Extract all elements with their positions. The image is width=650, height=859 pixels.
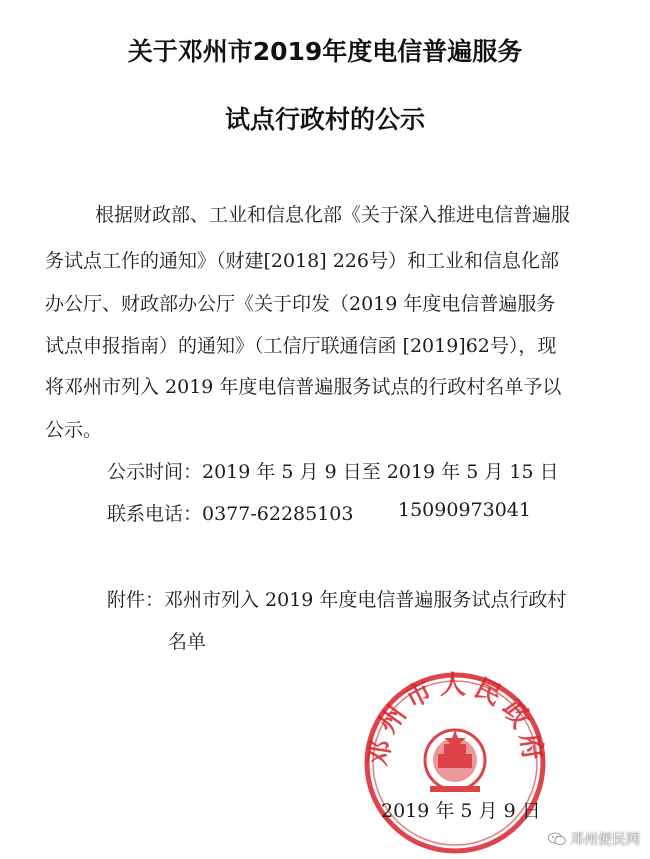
document-title-line-1: 关于邓州市2019年度电信普遍服务 <box>127 37 523 66</box>
official-seal <box>360 668 550 858</box>
document-title-line-2: 试点行政村的公示 <box>224 105 425 134</box>
attachment-line-1: 附件：邓州市列入 2019 年度电信普遍服务试点行政村 <box>107 589 567 611</box>
contact-phone: 联系电话：0377-62285103 <box>107 503 354 525</box>
body-line-2: 务试点工作的通知》（财建[2018] 226号）和工业和信息化部 <box>45 250 559 272</box>
contact-mobile: 15090973041 <box>398 499 531 521</box>
svg-text:邓州市人民政府: 邓州市人民政府 <box>363 670 549 769</box>
watermark <box>548 829 640 849</box>
emblem-icon <box>425 730 485 792</box>
notice-period: 公示时间：2019 年 5 月 9 日至 2019 年 5 月 15 日 <box>107 461 559 483</box>
body-line-6: 公示。 <box>45 419 103 441</box>
body-line-3: 办公厅、财政部办公厅《关于印发（2019 年度电信普遍服务 <box>45 293 556 315</box>
body-line-4: 试点申报指南）的通知》（工信厅联通信函 [2019]62号），现 <box>45 335 557 357</box>
watermark-text: 邓州便民网 <box>570 832 640 848</box>
body-line-5: 将邓州市列入 2019 年度电信普遍服务试点的行政村名单予以 <box>45 376 562 398</box>
signature-date: 2019 年 5 月 9 日 <box>381 800 541 822</box>
body-line-1: 根据财政部、工业和信息化部《关于深入推进电信普遍服 <box>95 204 571 226</box>
attachment-line-2: 名单 <box>168 631 207 653</box>
wechat-icon <box>548 832 566 846</box>
